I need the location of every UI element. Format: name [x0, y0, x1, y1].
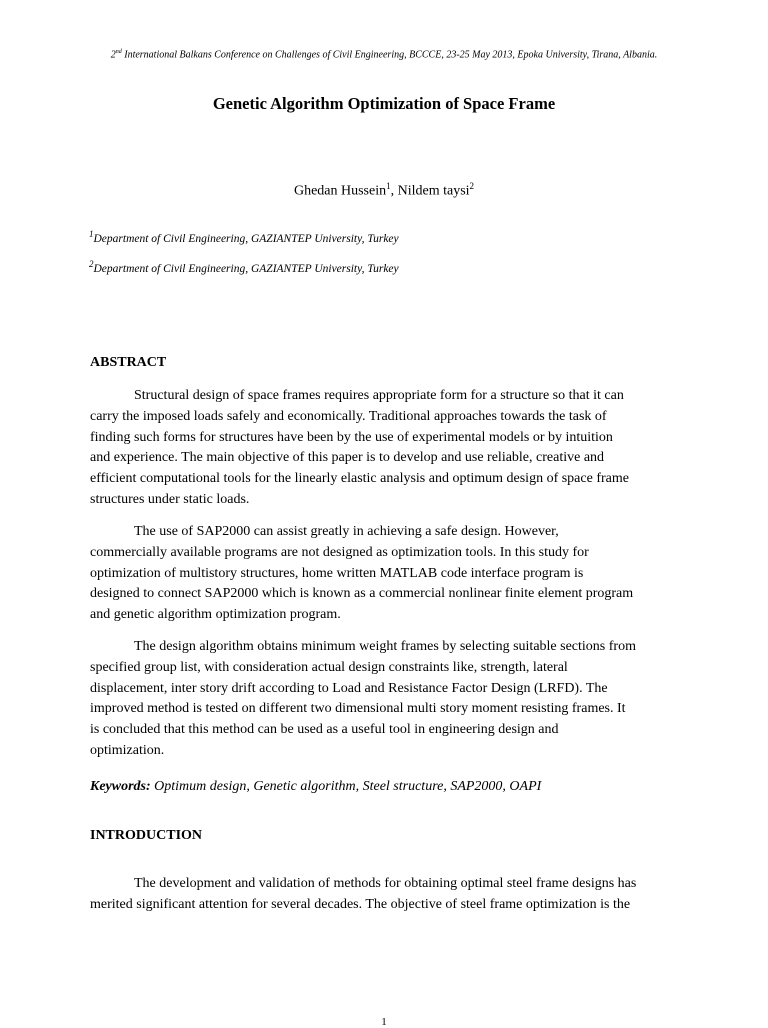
- text-line: The use of SAP2000 can assist greatly in achieving a safe design. However,: [134, 524, 559, 539]
- author-affiliation-mark: 1: [386, 181, 391, 191]
- conference-header: [0, 45, 768, 62]
- text-line: commercially available programs are not designed as optimization tools. In this study for: [90, 544, 589, 560]
- affiliation-text: Department of Civil Engineering, GAZIANTEP University, Turkey: [93, 262, 399, 275]
- text-line: optimization of multistory structures, home written MATLAB code interface program is: [90, 565, 584, 581]
- keywords-list: Optimum design, Genetic algorithm, Steel structure, SAP2000, OAPI: [150, 779, 542, 794]
- affiliation: [89, 226, 399, 247]
- introduction-heading: INTRODUCTION: [90, 828, 203, 843]
- author-name: Ghedan Hussein: [293, 183, 387, 199]
- text-line: and experience. The main objective of this paper is to develop and use reliable, creative and: [90, 450, 605, 466]
- text-line: efficient computational tools for the linearly elastic analysis and optimum design of space frame: [90, 471, 629, 487]
- abstract-paragraph: [90, 522, 680, 626]
- author-list: [0, 176, 768, 202]
- text-line: merited significant attention for several decades. The objective of steel frame optimization is the: [90, 896, 631, 912]
- abstract-paragraph: [90, 386, 680, 511]
- text-line: Structural design of space frames requires appropriate form for a structure so that it can: [134, 388, 624, 403]
- page-number: 1: [381, 1016, 387, 1028]
- text-line: structures under static loads.: [90, 491, 250, 507]
- affiliation-text: Department of Civil Engineering, GAZIANTEP University, Turkey: [93, 232, 399, 245]
- text-line: and genetic algorithm optimization program.: [90, 607, 341, 623]
- author-affiliation-mark: 2: [469, 181, 475, 191]
- text-line: carry the imposed loads safely and economically. Traditional approaches towards the task of: [90, 408, 607, 424]
- abstract-paragraph: [90, 637, 680, 762]
- text-line: finding such forms for structures have been by the use of experimental models or by intuition: [90, 429, 613, 445]
- paper-title: Genetic Algorithm Optimization of Space Frame: [212, 94, 556, 113]
- conference-header-text: International Balkans Conference on Challenges of Civil Engineering, BCCCE, 23-25 May 2013, Epoka University, Tirana, Albania.: [121, 49, 658, 61]
- author-separator: ,: [390, 183, 398, 199]
- text-line: The design algorithm obtains minimum weight frames by selecting suitable sections from: [134, 639, 636, 654]
- conference-ordinal: 2: [110, 49, 116, 61]
- text-line: The development and validation of methods for obtaining optimal steel frame designs has: [134, 876, 637, 891]
- introduction-paragraph: [90, 874, 680, 916]
- author-name: Nildem taysi: [397, 183, 470, 199]
- text-line: improved method is tested on different two dimensional multi story moment resisting frames. It: [90, 701, 626, 717]
- conference-ordinal-suffix: nd: [115, 49, 122, 55]
- affiliation-mark: 1: [89, 229, 94, 239]
- abstract-heading: ABSTRACT: [90, 355, 167, 370]
- keywords: [90, 777, 541, 797]
- text-line: specified group list, with consideration actual design constraints like, strength, lateral: [90, 659, 568, 675]
- text-line: is concluded that this method can be used as a useful tool in engineering design and: [90, 722, 559, 738]
- keywords-label: Keywords:: [90, 779, 151, 794]
- affiliation: [89, 256, 399, 277]
- affiliation-mark: 2: [89, 259, 94, 269]
- text-line: optimization.: [90, 742, 165, 758]
- text-line: displacement, inter story drift according to Load and Resistance Factor Design (LRFD). The: [90, 680, 608, 696]
- text-line: designed to connect SAP2000 which is known as a commercial nonlinear finite element program: [90, 586, 634, 602]
